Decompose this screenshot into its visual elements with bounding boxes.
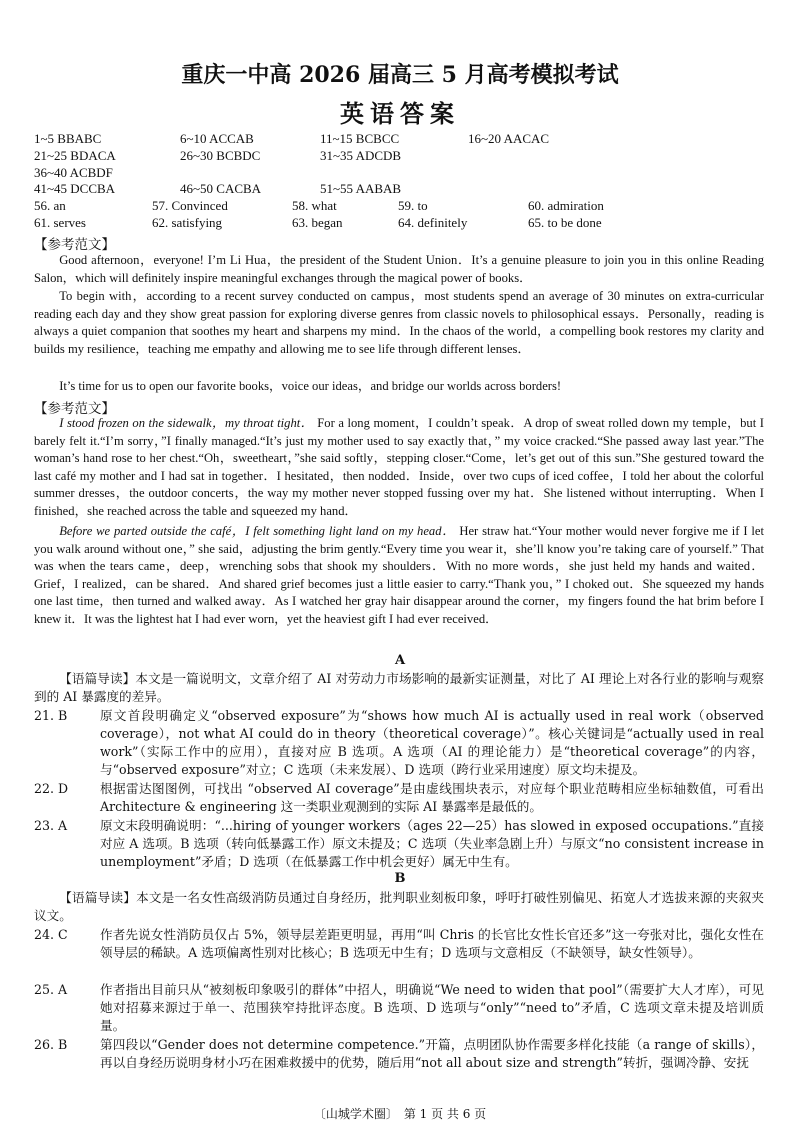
paragraph-body: Her straw hat.“Your mother would never forgive me if I let you walk around without one，” she said，adjusting the brim gently.“Every time you wear it，she’ll know you’re taking care of yourself.” That was when the tears came，deep，wrenching sobs that shook my shoulders．With no more words，she just held my hands and waited．Grief，I realized，can be shared．And shared grief becomes just a little easier to carry.“Thank you，” I choked out．She squeezed my hands one last time，then turned and walked away．As I watched her gray hair disappear around the corner，my fingers found the hat brim before I knew it．It was the lightest hat I had ever worn，yet the heaviest gift I had ever received． (34, 524, 764, 626)
question-answer: 26. B (34, 1037, 68, 1052)
section-label-a: A (394, 653, 406, 668)
explanation-text: 作者先说女性消防员仅占 5%，领导层差距更明显，再用“叫 Chris 的长官比女性长官还多”这一夸张对比，强化女性在领导层的稀缺。A 选项偏离性别对比核心；B 选项无中生有；D 选项与文意相反（不缺领导，缺女性领导）。 (100, 927, 764, 960)
explanation-text: 根据雷达图图例，可找出 “observed AI coverage”是由虚线围块表示，对应每个职业范畴相应坐标轴数值，可看出 Architecture & engineering 这一类职业观测到的实际 AI 暴露率是最低的。 (100, 781, 764, 814)
explanation-text: 作者指出目前只从“被刻板印象吸引的群体”中招人，明确说“We need to widen that pool”（需要扩大人才库），可见她对招募来源过于单一、范围狭窄持批评态度。B 选项、D 选项与“only”“need to”矛盾，C 选项文章未提及培训质量。 (100, 982, 764, 1033)
page-footer: 〔山城学术圈〕 第 1 页 共 6 页 (313, 1107, 487, 1121)
blank-answer: 60. admiration (528, 198, 604, 213)
blank-answer: 64. definitely (398, 215, 468, 230)
exam-title: 重庆一中高 2026 届高三 5 月高考模拟考试 (181, 62, 619, 88)
question-answer: 24. C (34, 927, 68, 942)
answer-explanation (34, 780, 764, 816)
explanation-text: 原文末段明确说明：“...hiring of younger workers（ages 22—25）has slowed in exposed occupations.”直接对应 A 选项。B 选项（转向低暴露工作）原文未提及；C 选项（失业率急剧上升）与原文“no consistent increase in unemployment”矛盾；D 选项（在低暴露工作中机会更好）属无中生有。 (100, 818, 764, 869)
answer-explanation (34, 817, 764, 871)
blank-answer: 57. Convinced (152, 198, 228, 213)
explanation-text: 原文首段明确定义“observed exposure”为“shows how much AI is actually used in real work（observed coverage），not what AI could do in theory（theoretical coverage）”。核心关键词是“actually used in real work”（实际工作中的应用），直接对应 B 选项。A 选项（AI 的理论能力）是“theoretical coverage”的内容，与“observed exposure”对立；C 选项（未来发展）、D 选项（跨行业采用速度）原文均未提及。 (100, 708, 764, 777)
paragraph-lead-sentence: Before we parted outside the café，I felt something light land on my head． (59, 524, 456, 538)
question-answer: 22. D (34, 781, 69, 796)
answer-range: 16~20 AACAC (468, 131, 550, 146)
answer-range: 31~35 ADCDB (320, 148, 402, 163)
answer-subtitle: 英语答案 (340, 99, 460, 128)
blank-answer: 65. to be done (528, 215, 602, 230)
answer-range: 21~25 BDACA (34, 148, 116, 163)
sample-essay-heading: 【参考范文】 (34, 401, 115, 417)
answer-explanation (34, 1036, 764, 1072)
story-paragraph (34, 523, 764, 629)
blank-answer: 63. began (292, 215, 343, 230)
answer-range: 1~5 BBABC (34, 131, 102, 146)
paragraph-lead-sentence: I stood frozen on the sidewalk，my throat tight． (59, 416, 314, 430)
answer-range: 51~55 AABAB (320, 181, 402, 196)
blank-answer: 59. to (398, 198, 428, 213)
blank-answer: 58. what (292, 198, 337, 213)
sample-essay-heading: 【参考范文】 (34, 237, 115, 253)
answer-range: 41~45 DCCBA (34, 181, 116, 196)
answer-range: 36~40 ACBDF (34, 165, 113, 180)
answer-explanation (34, 981, 764, 1035)
answer-range: 26~30 BCBDC (180, 148, 261, 163)
question-answer: 23. A (34, 818, 68, 833)
blank-answer: 62. satisfying (152, 215, 223, 230)
answer-range: 6~10 ACCAB (180, 131, 254, 146)
story-paragraph (34, 415, 764, 521)
answer-range: 11~15 BCBCC (320, 131, 400, 146)
blank-answer: 61. serves (34, 215, 86, 230)
blank-answer: 56. an (34, 198, 66, 213)
question-answer: 25. A (34, 982, 68, 997)
essay-paragraph: Good afternoon，everyone! I’m Li Hua，the president of the Student Union．It’s a genuine pleasure to join you in this online Reading Salon，which will definitely inspire meaningful exchanges through the magical power of books． (34, 253, 764, 285)
answer-explanation (34, 926, 764, 962)
question-answer: 21. B (34, 708, 68, 723)
section-label-b: B (394, 871, 406, 886)
explanation-text: 第四段以“Gender does not determine competence.”开篇，点明团队协作需要多样化技能（a range of skills），再以自身经历说明身材小巧在困难救援中的优势，随后用“not all about size and strength”转折，强调冷静、安抚 (100, 1037, 764, 1070)
paragraph-body: For a long moment，I couldn’t speak．A drop of sweat rolled down my temple，but I barely felt it.“I’m sorry，”I finally managed.“It’s just my mother used to say exactly that，” my voice cracked.“She passed away last year.”The woman’s hand rose to her chest.“Oh，sweetheart，”she said softly，stepping closer.“Come，let’s get out of this sun.”She gestured toward the last café my mother and I had sat in together．I hesitated，then nodded．Inside，over two cups of iced coffee，I told her about the colorful summer dresses，the outdoor concerts，the way my mother never stopped fussing over my hat．She listened without interrupting．When I finished，she reached across the table and squeezed my hand． (34, 416, 764, 518)
essay-paragraph: To begin with，according to a recent survey conducted on campus，most students spend an average of 30 minutes on extra-curricular reading each day and they show great passion for exploring diverse genres from classic novels to philosophical essays．Personally，reading is always a quiet companion that soothes my heart and sharpens my mind．In the chaos of the world，a compelling book restores my clarity and builds my resilience，teaching me empathy and allowing me to see life through different lenses． (34, 289, 764, 356)
answer-range: 46~50 CACBA (180, 181, 262, 196)
reading-guide: 【语篇导读】本文是一篇说明文，文章介绍了 AI 对劳动力市场影响的最新实证测量，对比了 AI 理论上对各行业的影响与观察到的 AI 暴露度的差异。 (34, 671, 764, 704)
reading-guide: 【语篇导读】本文是一名女性高级消防员通过自身经历，批判职业刻板印象，呼吁打破性别偏见、拓宽人才选拔来源的夹叙夹议文。 (34, 890, 764, 923)
answer-explanation (34, 707, 764, 779)
essay-paragraph: It’s time for us to open our favorite books，voice our ideas，and bridge our worlds across borders! (59, 379, 562, 393)
